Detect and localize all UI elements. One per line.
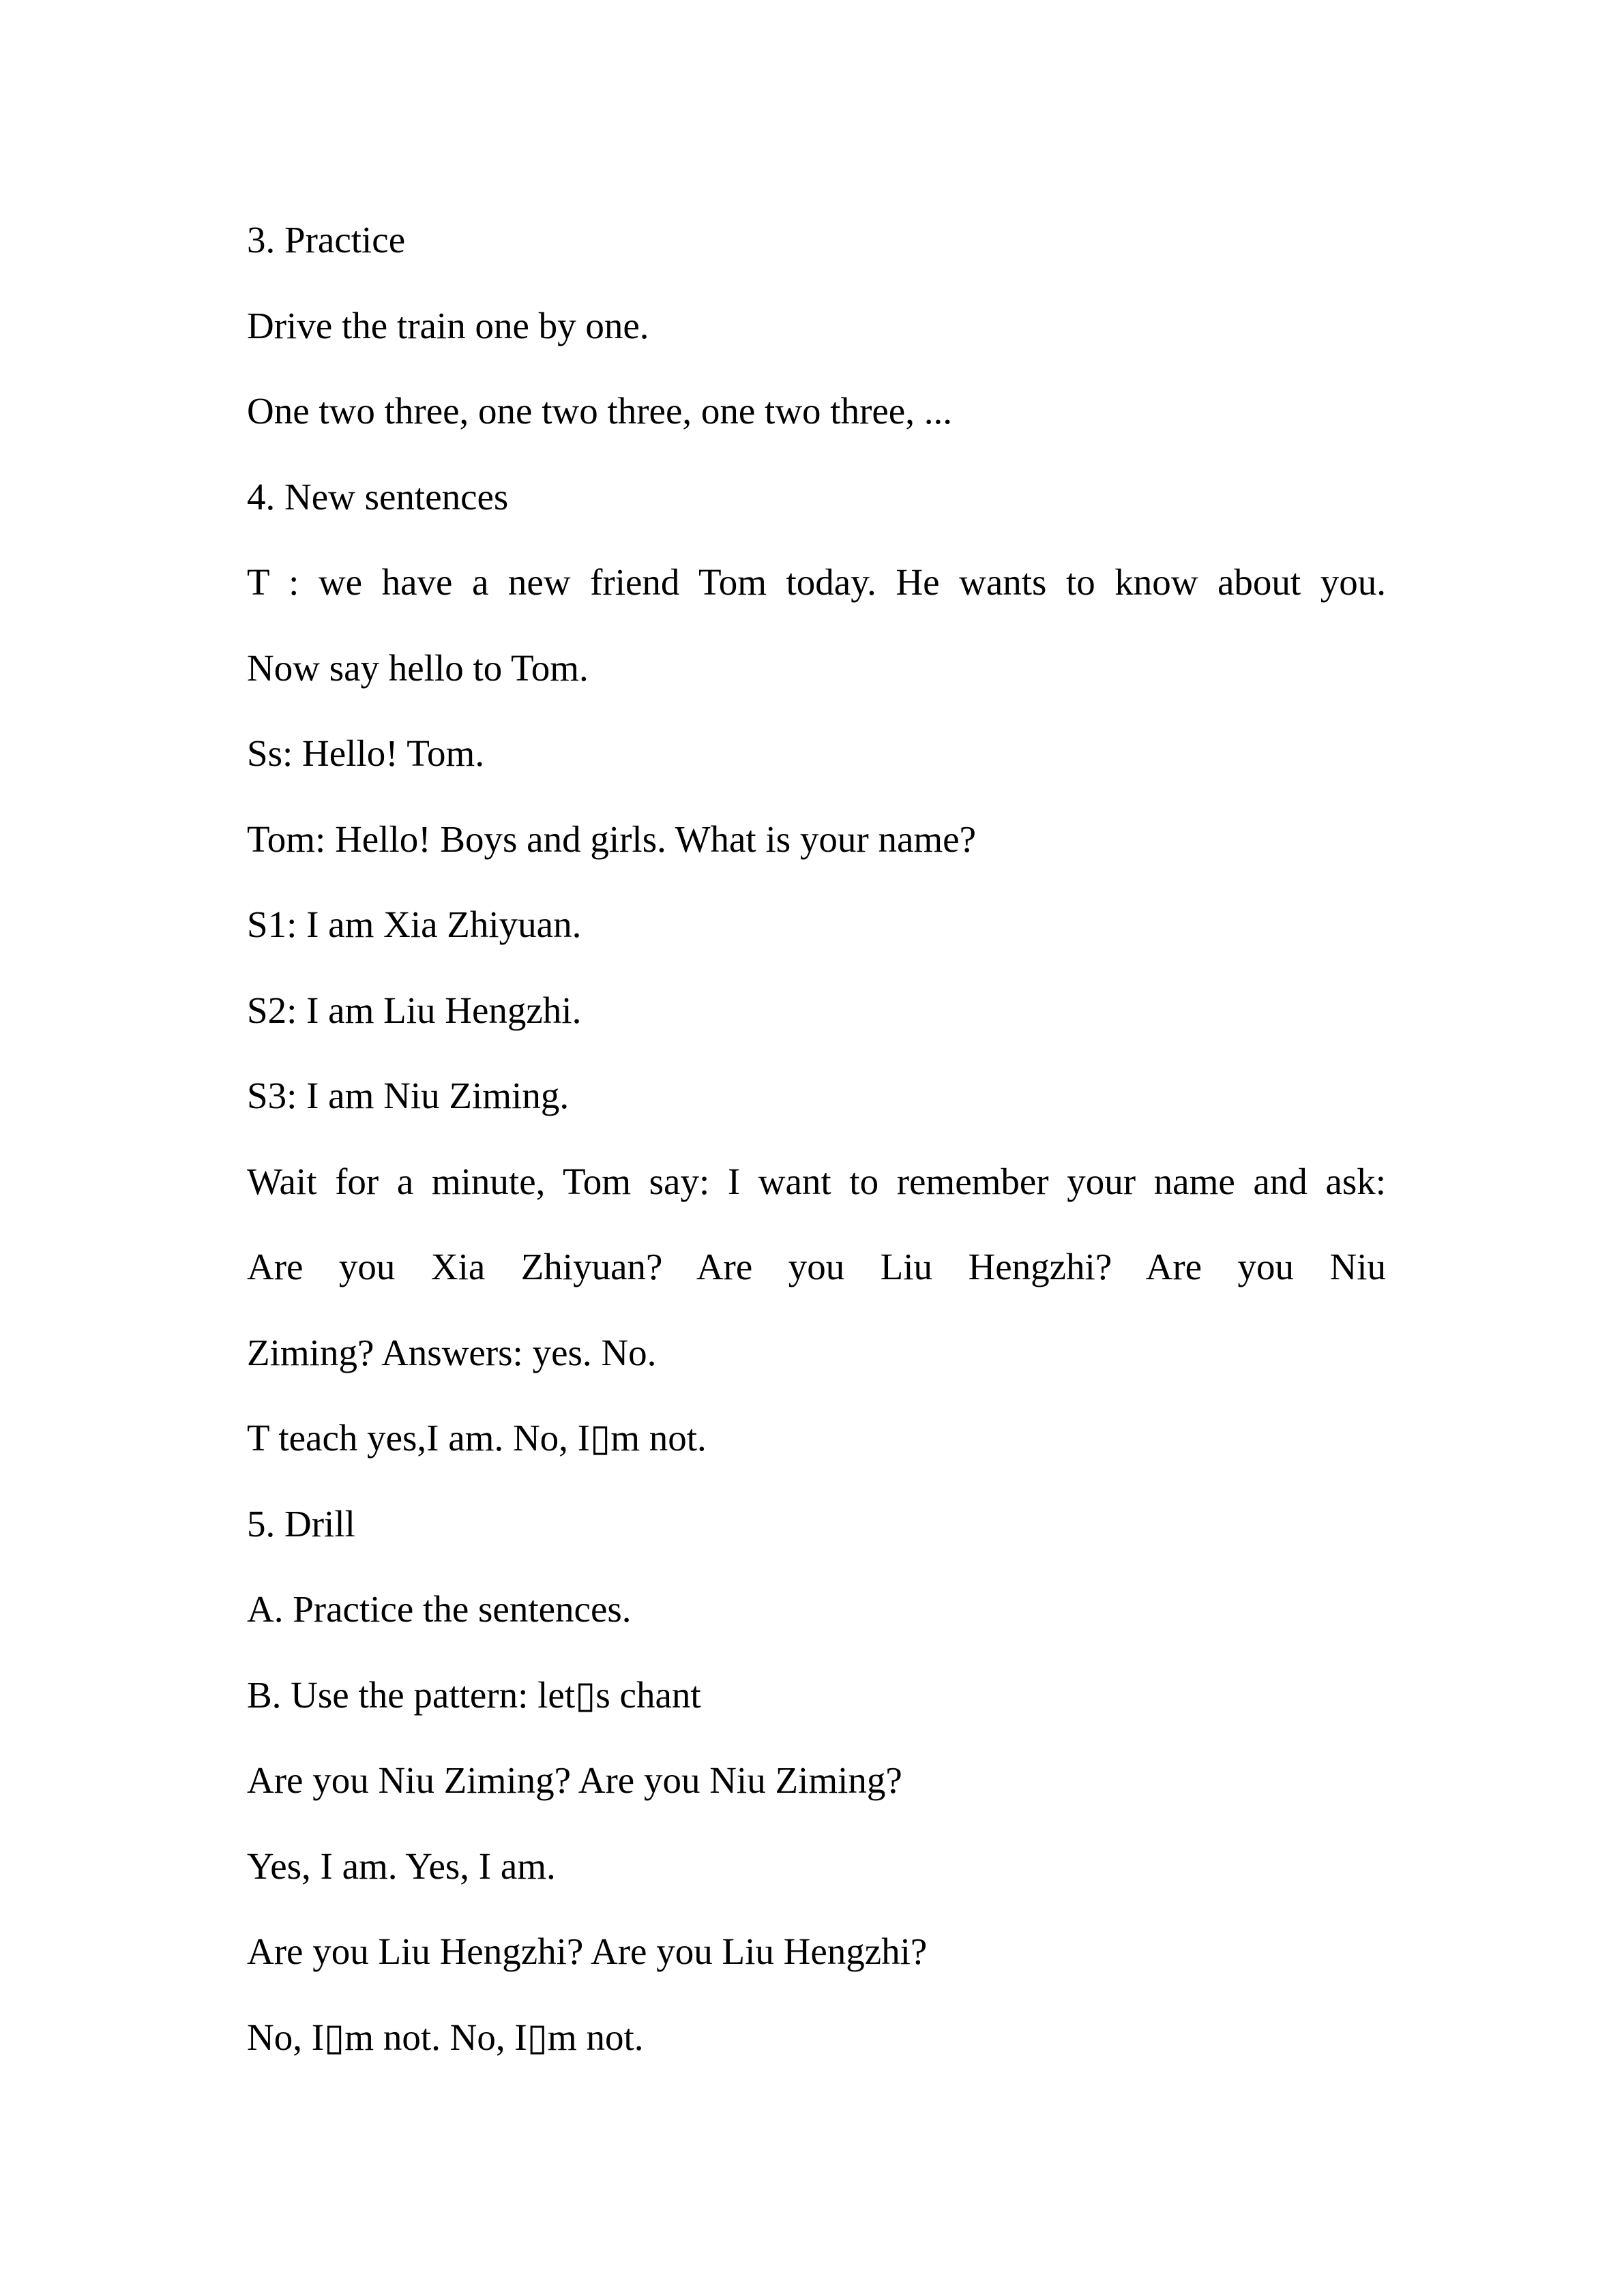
chant-line: No, I▯m not. No, I▯m not. <box>247 2016 644 2058</box>
text-line: A. Practice the sentences. <box>247 1588 632 1630</box>
text-line: T teach yes,I am. No, I▯m not. <box>247 1417 707 1459</box>
chant-line: Are you Liu Hengzhi? Are you Liu Hengzhi? <box>247 1930 928 1972</box>
text-line: Drive the train one by one. <box>247 304 649 346</box>
chant-line: Are you Niu Ziming? Are you Niu Ziming? <box>247 1759 902 1801</box>
dialogue-line: S2: I am Liu Hengzhi. <box>247 989 582 1031</box>
text-line: B. Use the pattern: let▯s chant <box>247 1673 701 1716</box>
dialogue-line: S1: I am Xia Zhiyuan. <box>247 904 582 945</box>
document-body <box>247 209 1386 2091</box>
text-line: Wait for a minute, Tom say: I want to remember your name and ask: <box>247 1160 1386 1202</box>
text-line: Now say hello to Tom. <box>247 646 589 689</box>
chant-line: Yes, I am. Yes, I am. <box>247 1845 556 1887</box>
text-line: T : we have a new friend Tom today. He wants to know about you. <box>247 561 1386 603</box>
text-line: One two three, one two three, one two three, ... <box>247 390 952 432</box>
section-heading-drill: 5. Drill <box>247 1502 355 1545</box>
dialogue-line: Tom: Hello! Boys and girls. What is your name? <box>247 818 976 860</box>
section-heading-new-sentences: 4. New sentences <box>247 475 509 518</box>
dialogue-line: Ss: Hello! Tom. <box>247 732 485 774</box>
section-heading-practice: 3. Practice <box>247 219 406 260</box>
text-line: Ziming? Answers: yes. No. <box>247 1331 657 1373</box>
text-line: Are you Xia Zhiyuan? Are you Liu Hengzhi? Are you Niu <box>247 1246 1386 1287</box>
dialogue-line: S3: I am Niu Ziming. <box>247 1075 570 1116</box>
